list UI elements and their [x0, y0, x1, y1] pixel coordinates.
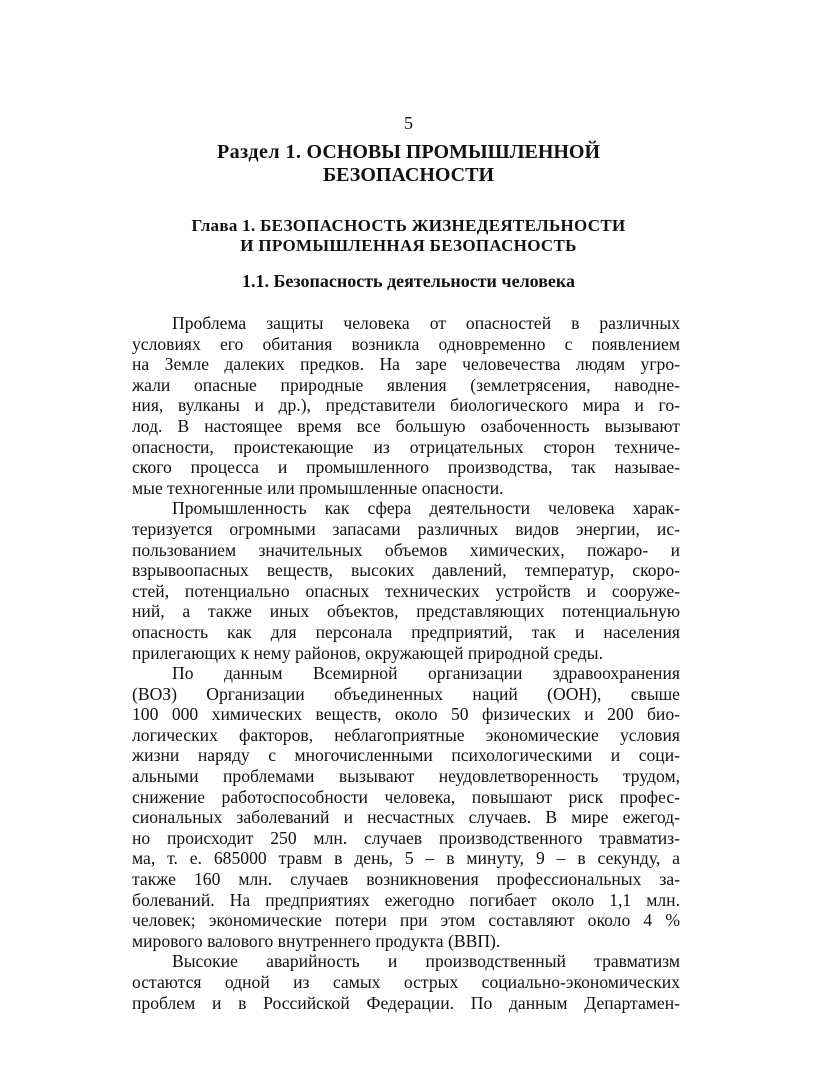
text-line: мирового валового внутреннего продукта (ВВП). — [132, 930, 501, 951]
text-line: опасности, проистекающие из отрицательных сторон техниче- — [132, 436, 680, 457]
text-line: Проблема защиты человека от опасностей в различных — [172, 313, 680, 333]
text-line: жали опасные природные явления (землетрясения, наводне- — [132, 374, 680, 395]
text-line: жизни наряду с многочисленными психологическими и соци- — [132, 745, 680, 766]
section-title — [120, 141, 697, 187]
text-line: ния, вулканы и др.), представители биологического мира и го- — [132, 395, 680, 416]
text-line: ний, а также иных объектов, представляющих потенциальную — [132, 601, 680, 622]
paragraph — [132, 498, 680, 663]
chapter-title — [100, 216, 717, 256]
chapter-title-line-2: И ПРОМЫШЛЕННАЯ БЕЗОПАСНОСТЬ — [240, 236, 577, 255]
text-line: проблем и в Российской Федерации. По данным Департамен- — [132, 992, 680, 1013]
text-line: ского процесса и промышленного производства, так называе- — [132, 457, 680, 478]
section-title-line-2: БЕЗОПАСНОСТИ — [322, 164, 495, 186]
text-line: опасность как для персонала предприятий, так и населения — [132, 621, 680, 642]
text-line: Высокие аварийность и производственный травматизм — [172, 951, 680, 972]
text-line: Промышленность как сфера деятельности человека харак- — [172, 498, 680, 519]
text-line: альными проблемами вызывают неудовлетворенность трудом, — [132, 766, 680, 787]
text-line: снижение работоспособности человека, повышают риск профес- — [132, 786, 680, 807]
text-line: лод. В настоящее время все большую озабоченность вызывают — [132, 415, 680, 436]
text-line: но происходит 250 млн. случаев производственного травматиз- — [132, 827, 680, 848]
text-line: прилегающих к нему районов, окружающей природной среды. — [132, 642, 603, 663]
text-line: условиях его обитания возникла одновременно с появлением — [132, 333, 680, 354]
text-line: сиональных заболеваний и несчастных случаев. В мире ежегод- — [132, 807, 680, 828]
chapter-title-line-1: Глава 1. БЕЗОПАСНОСТЬ ЖИЗНЕДЕЯТЕЛЬНОСТИ — [191, 216, 626, 235]
paragraph — [132, 951, 680, 1013]
text-line: также 160 млн. случаев возникновения профессиональных за- — [132, 869, 680, 890]
text-line: теризуется огромными запасами различных видов энергии, ис- — [132, 518, 680, 539]
paragraph — [132, 313, 680, 498]
text-line: По данным Всемирной организации здравоохранения — [172, 663, 680, 684]
text-line: логических факторов, неблагоприятные экономические условия — [132, 724, 680, 745]
page-number: 5 — [404, 113, 413, 133]
body-text — [132, 313, 680, 1013]
paragraph — [132, 663, 680, 951]
text-line: 100 000 химических веществ, около 50 физических и 200 био- — [132, 704, 680, 725]
text-line: взрывоопасных веществ, высоких давлений, температур, скоро- — [132, 560, 680, 581]
text-line: пользованием значительных объемов химических, пожаро- и — [132, 539, 680, 560]
text-line: на Земле далеких предков. На заре человечества людям угро- — [132, 354, 680, 375]
section-title-text: ОСНОВЫ ПРОМЫШЛЕННОЙ — [306, 141, 601, 163]
section-title-line-1 — [120, 141, 697, 164]
text-line: болеваний. На предприятиях ежегодно погибает около 1,1 млн. — [132, 889, 680, 910]
text-line: мые техногенные или промышленные опасности. — [132, 477, 504, 498]
text-line: остаются одной из самых острых социально-экономических — [132, 972, 680, 992]
text-line: человек; экономические потери при этом составляют около 4 % — [132, 910, 680, 931]
text-line: стей, потенциально опасных технических устройств и сооруже- — [132, 580, 680, 601]
section-lead: Раздел 1. — [216, 141, 302, 163]
text-line: (ВОЗ) Организации объединенных наций (ООН), свыше — [132, 683, 680, 704]
text-line: ма, т. е. 685000 травм в день, 5 – в минуту, 9 – в секунду, а — [132, 848, 680, 869]
subsection-title: 1.1. Безопасность деятельности человека — [241, 271, 576, 291]
